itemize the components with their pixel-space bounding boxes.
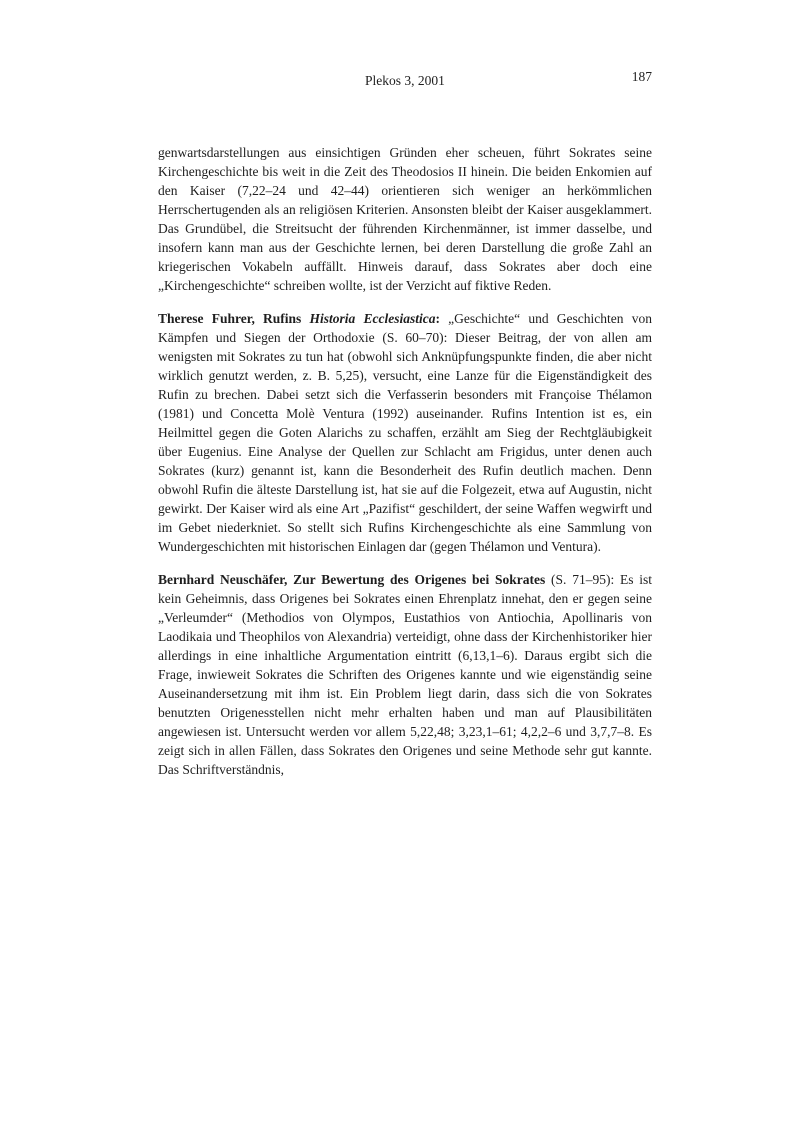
paragraph-continuation-sokrates bbox=[158, 143, 652, 295]
page-number: 187 bbox=[631, 69, 652, 84]
running-head bbox=[158, 69, 652, 90]
review-author-and-title-run: Bernhard Neuschäfer, Zur Bewertung des Origenes bei Sokrates bbox=[158, 572, 546, 587]
text-run: genwartsdarstellungen aus einsichtigen Gründen eher scheuen, führt Sokrates seine Kirchengeschichte bis weit in die Zeit des Theodosios II hinein. Die beiden Enkomien auf den Kaiser (7,22–24 und 42–44) orientieren sich weniger an herkömmlichen Herrschertugenden als an religiösen Kriterien. Ansonsten bleibt der Kaiser ausgeklammert. Das Grundübel, die Streitsucht der führenden Kirchenmänner, ist immer dasselbe, und insofern kann man aus der Geschichte lernen, bei deren Darstellung die große Zahl an kriegerischen Vokabeln auffällt. Hinweis darauf, dass Sokrates aber doch eine „Kirchengeschichte“ schreiben wollte, ist der Verzicht auf fiktive Reden. bbox=[158, 145, 652, 293]
page-body bbox=[158, 143, 652, 793]
text-run: „Geschichte“ und Geschichten von Kämpfen und Siegen der Orthodoxie (S. 60–70): Dieser Beitrag, der von allen am wenigsten mit Sokrates zu tun hat (obwohl sich Anknüpfungspunkte finden, die aber nicht wirklich genutzt werden, z. B. 5,25), versucht, eine Lanze für die Eigenständigkeit des Rufin zu brechen. Dabei setzt sich die Verfasserin besonders mit Françoise Thélamon (1981) und Concetta Molè Ventura (1992) auseinander. Rufins Intention ist es, ein Heilmittel gegen die Goten Alarichs zu schaffen, erzählt am Sieg der Rechtgläubigkeit über Eugenius. Eine Analyse der Quellen zur Schlacht am Frigidus, unter denen auch Sokrates (kurz) genannt ist, kann die Besonderheit des Rufin deutlich machen. Denn obwohl Rufin die älteste Darstellung ist, hat sie auf die Folgezeit, etwa auf Augustin, nicht gewirkt. Der Kaiser wird als eine Art „Pazifist“ geschildert, der seine Waffen wegwirft und im Gebet niederkniet. So stellt sich Rufins Kirchengeschichte als eine Sammlung von Wundergeschichten mit historischen Einlagen dar (gegen Thélamon und Ventura). bbox=[158, 311, 652, 554]
paragraph-review-neuschaefer bbox=[158, 570, 652, 779]
paragraph-review-fuhrer bbox=[158, 309, 652, 556]
journal-title: Plekos 3, 2001 bbox=[365, 73, 445, 88]
review-title-colon-run: : bbox=[435, 311, 440, 326]
review-work-title-run: Historia Ecclesiastica bbox=[309, 311, 436, 326]
review-author-and-title-run: Therese Fuhrer, Rufins bbox=[158, 311, 310, 326]
text-run: (S. 71–95): Es ist kein Geheimnis, dass Origenes bei Sokrates einen Ehrenplatz innehat, den er gegen seine „Verleumder“ (Methodios von Olympos, Eustathios von Antiochia, Apollinaris von Laodikaia und Theophilos von Alexandria) verteidigt, ohne dass der Kirchenhistoriker hier allerdings in eine inhaltliche Argumentation eintritt (6,13,1–6). Daraus ergibt sich die Frage, inwieweit Sokrates die Schriften des Origenes kannte und wie eigenständig seine Auseinandersetzung mit ihm ist. Ein Problem liegt darin, dass sich die von Sokrates benutzten Origenesstellen nicht mehr erhalten haben und man auf Plausibilitäten angewiesen ist. Untersucht werden vor allem 5,22,48; 3,23,1–61; 4,2,2–6 und 3,7,7–8. Es zeigt sich in allen Fällen, dass Sokrates den Origenes und seine Methode sehr gut kannte. Das Schriftverständnis, bbox=[158, 572, 652, 777]
